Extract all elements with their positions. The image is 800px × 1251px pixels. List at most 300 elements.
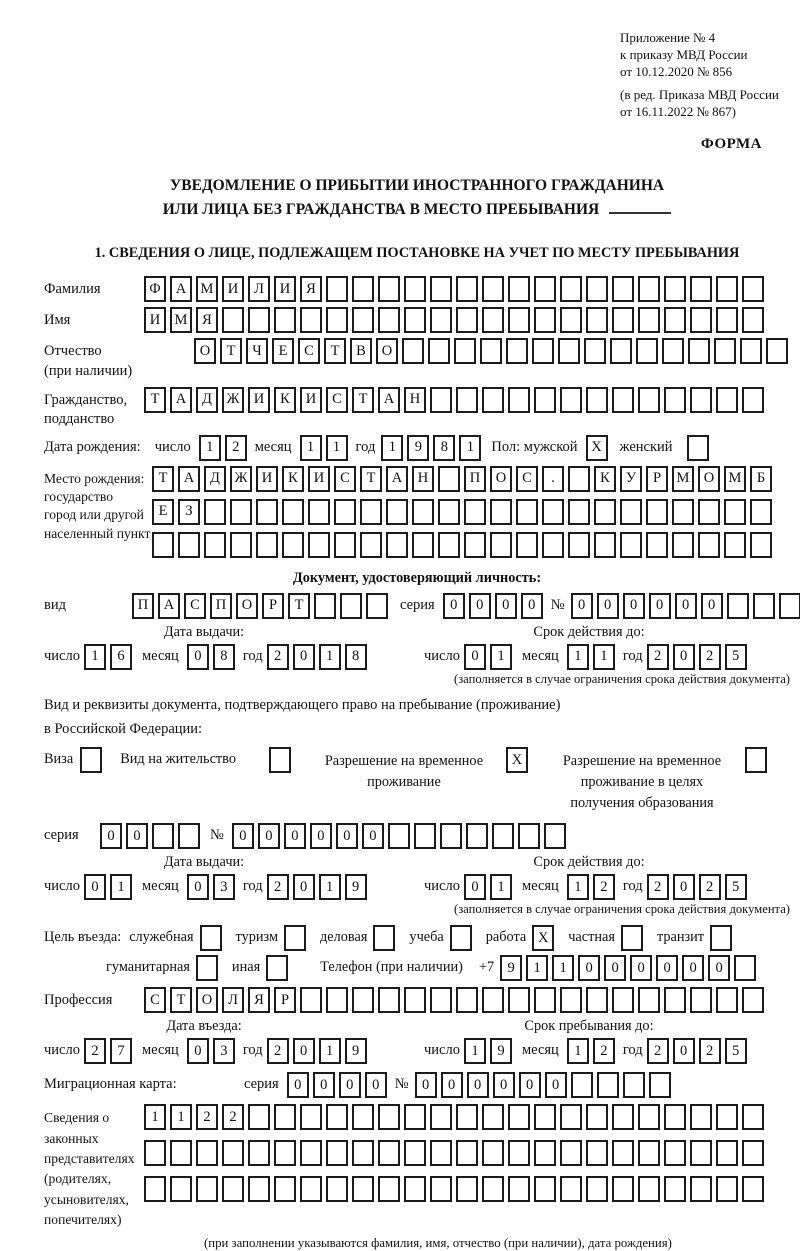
char-cell[interactable] bbox=[80, 747, 102, 773]
char-cell[interactable] bbox=[742, 1176, 764, 1202]
char-cell[interactable]: Л bbox=[248, 276, 270, 302]
char-cell[interactable] bbox=[698, 532, 720, 558]
char-cell[interactable] bbox=[430, 1140, 452, 1166]
char-cell[interactable]: 1 bbox=[319, 874, 341, 900]
char-cell[interactable]: О bbox=[196, 987, 218, 1013]
char-cell[interactable] bbox=[404, 1176, 426, 1202]
char-cell[interactable] bbox=[586, 276, 608, 302]
char-cell[interactable]: М bbox=[196, 276, 218, 302]
char-cell[interactable] bbox=[612, 276, 634, 302]
char-cell[interactable]: 1 bbox=[567, 1038, 589, 1064]
char-cell[interactable]: 0 bbox=[464, 874, 486, 900]
char-cell[interactable] bbox=[334, 499, 356, 525]
char-cell[interactable]: Т bbox=[288, 593, 310, 619]
char-cell[interactable] bbox=[649, 1072, 671, 1098]
char-cell[interactable] bbox=[664, 276, 686, 302]
char-cell[interactable] bbox=[690, 1140, 712, 1166]
char-cell[interactable] bbox=[492, 823, 514, 849]
char-cell[interactable]: 0 bbox=[495, 593, 517, 619]
char-cell[interactable] bbox=[690, 307, 712, 333]
char-cell[interactable] bbox=[454, 338, 476, 364]
char-cell[interactable] bbox=[386, 532, 408, 558]
char-cell[interactable]: 1 bbox=[319, 1038, 341, 1064]
char-cell[interactable]: Т bbox=[152, 466, 174, 492]
char-cell[interactable] bbox=[482, 1104, 504, 1130]
char-cell[interactable] bbox=[638, 1140, 660, 1166]
char-cell[interactable] bbox=[620, 499, 642, 525]
char-cell[interactable] bbox=[490, 532, 512, 558]
char-cell[interactable] bbox=[508, 307, 530, 333]
char-cell[interactable]: А bbox=[170, 276, 192, 302]
char-cell[interactable]: 8 bbox=[213, 644, 235, 670]
char-cell[interactable] bbox=[438, 466, 460, 492]
char-cell[interactable] bbox=[334, 532, 356, 558]
char-cell[interactable] bbox=[490, 499, 512, 525]
char-cell[interactable]: 9 bbox=[500, 955, 522, 981]
char-cell[interactable]: М bbox=[724, 466, 746, 492]
char-cell[interactable] bbox=[430, 1176, 452, 1202]
char-cell[interactable] bbox=[716, 387, 738, 413]
char-cell[interactable] bbox=[438, 499, 460, 525]
char-cell[interactable] bbox=[612, 1140, 634, 1166]
char-cell[interactable]: И bbox=[274, 276, 296, 302]
char-cell[interactable] bbox=[256, 532, 278, 558]
char-cell[interactable] bbox=[586, 1176, 608, 1202]
char-cell[interactable] bbox=[456, 1140, 478, 1166]
char-cell[interactable] bbox=[152, 823, 174, 849]
char-cell[interactable]: 1 bbox=[110, 874, 132, 900]
char-cell[interactable] bbox=[222, 307, 244, 333]
char-cell[interactable]: Б bbox=[750, 466, 772, 492]
char-cell[interactable] bbox=[742, 1104, 764, 1130]
char-cell[interactable]: 0 bbox=[310, 823, 332, 849]
char-cell[interactable]: 2 bbox=[222, 1104, 244, 1130]
char-cell[interactable] bbox=[638, 1176, 660, 1202]
char-cell[interactable] bbox=[750, 499, 772, 525]
char-cell[interactable]: 1 bbox=[381, 435, 403, 461]
char-cell[interactable]: 0 bbox=[287, 1072, 309, 1098]
char-cell[interactable] bbox=[144, 1176, 166, 1202]
char-cell[interactable] bbox=[170, 1140, 192, 1166]
char-cell[interactable] bbox=[482, 276, 504, 302]
char-cell[interactable] bbox=[779, 593, 800, 619]
char-cell[interactable] bbox=[326, 276, 348, 302]
char-cell[interactable]: 0 bbox=[293, 1038, 315, 1064]
char-cell[interactable]: 0 bbox=[232, 823, 254, 849]
char-cell[interactable]: С bbox=[516, 466, 538, 492]
char-cell[interactable] bbox=[404, 1104, 426, 1130]
char-cell[interactable] bbox=[204, 532, 226, 558]
char-cell[interactable] bbox=[352, 1140, 374, 1166]
char-cell[interactable]: А bbox=[158, 593, 180, 619]
char-cell[interactable] bbox=[612, 1176, 634, 1202]
char-cell[interactable]: Р bbox=[274, 987, 296, 1013]
char-cell[interactable] bbox=[724, 532, 746, 558]
char-cell[interactable] bbox=[269, 747, 291, 773]
char-cell[interactable]: 0 bbox=[293, 644, 315, 670]
char-cell[interactable] bbox=[568, 532, 590, 558]
char-cell[interactable] bbox=[690, 987, 712, 1013]
char-cell[interactable]: 9 bbox=[345, 874, 367, 900]
char-cell[interactable] bbox=[352, 987, 374, 1013]
char-cell[interactable] bbox=[542, 532, 564, 558]
char-cell[interactable] bbox=[662, 338, 684, 364]
char-cell[interactable] bbox=[560, 387, 582, 413]
char-cell[interactable]: П bbox=[210, 593, 232, 619]
char-cell[interactable]: К bbox=[274, 387, 296, 413]
char-cell[interactable] bbox=[544, 823, 566, 849]
char-cell[interactable] bbox=[404, 987, 426, 1013]
char-cell[interactable] bbox=[284, 925, 306, 951]
char-cell[interactable] bbox=[274, 1104, 296, 1130]
char-cell[interactable] bbox=[534, 1104, 556, 1130]
char-cell[interactable]: Я bbox=[248, 987, 270, 1013]
char-cell[interactable] bbox=[664, 1104, 686, 1130]
char-cell[interactable] bbox=[716, 987, 738, 1013]
char-cell[interactable] bbox=[464, 532, 486, 558]
char-cell[interactable] bbox=[716, 1176, 738, 1202]
char-cell[interactable]: 1 bbox=[300, 435, 322, 461]
char-cell[interactable]: И bbox=[308, 466, 330, 492]
char-cell[interactable] bbox=[664, 1176, 686, 1202]
char-cell[interactable]: 2 bbox=[267, 874, 289, 900]
char-cell[interactable] bbox=[610, 338, 632, 364]
char-cell[interactable]: 2 bbox=[593, 1038, 615, 1064]
char-cell[interactable]: 8 bbox=[345, 644, 367, 670]
char-cell[interactable]: Е bbox=[272, 338, 294, 364]
char-cell[interactable]: 0 bbox=[545, 1072, 567, 1098]
char-cell[interactable] bbox=[560, 276, 582, 302]
char-cell[interactable]: 1 bbox=[526, 955, 548, 981]
char-cell[interactable]: 0 bbox=[284, 823, 306, 849]
char-cell[interactable] bbox=[690, 387, 712, 413]
char-cell[interactable]: П bbox=[464, 466, 486, 492]
char-cell[interactable] bbox=[438, 532, 460, 558]
char-cell[interactable] bbox=[508, 987, 530, 1013]
char-cell[interactable]: 0 bbox=[336, 823, 358, 849]
char-cell[interactable]: Т bbox=[360, 466, 382, 492]
char-cell[interactable] bbox=[534, 1140, 556, 1166]
char-cell[interactable]: П bbox=[132, 593, 154, 619]
char-cell[interactable] bbox=[352, 307, 374, 333]
char-cell[interactable]: 1 bbox=[326, 435, 348, 461]
char-cell[interactable] bbox=[623, 1072, 645, 1098]
char-cell[interactable] bbox=[282, 499, 304, 525]
char-cell[interactable] bbox=[482, 387, 504, 413]
char-cell[interactable]: 0 bbox=[464, 644, 486, 670]
char-cell[interactable] bbox=[672, 532, 694, 558]
char-cell[interactable] bbox=[612, 307, 634, 333]
char-cell[interactable] bbox=[204, 499, 226, 525]
char-cell[interactable]: 5 bbox=[725, 874, 747, 900]
char-cell[interactable]: 0 bbox=[415, 1072, 437, 1098]
char-cell[interactable] bbox=[282, 532, 304, 558]
char-cell[interactable]: 2 bbox=[267, 1038, 289, 1064]
char-cell[interactable] bbox=[314, 593, 336, 619]
char-cell[interactable] bbox=[506, 338, 528, 364]
char-cell[interactable]: 0 bbox=[597, 593, 619, 619]
char-cell[interactable]: 1 bbox=[459, 435, 481, 461]
char-cell[interactable] bbox=[388, 823, 410, 849]
char-cell[interactable]: 0 bbox=[519, 1072, 541, 1098]
char-cell[interactable]: 5 bbox=[725, 644, 747, 670]
char-cell[interactable]: 0 bbox=[604, 955, 626, 981]
char-cell[interactable]: С bbox=[334, 466, 356, 492]
char-cell[interactable] bbox=[170, 1176, 192, 1202]
char-cell[interactable]: Т bbox=[352, 387, 374, 413]
char-cell[interactable] bbox=[586, 987, 608, 1013]
char-cell[interactable] bbox=[664, 987, 686, 1013]
char-cell[interactable]: 2 bbox=[647, 1038, 669, 1064]
char-cell[interactable] bbox=[248, 1176, 270, 1202]
char-cell[interactable]: 0 bbox=[469, 593, 491, 619]
char-cell[interactable] bbox=[196, 1176, 218, 1202]
char-cell[interactable]: 0 bbox=[673, 1038, 695, 1064]
char-cell[interactable]: И bbox=[256, 466, 278, 492]
char-cell[interactable] bbox=[636, 338, 658, 364]
char-cell[interactable] bbox=[222, 1140, 244, 1166]
char-cell[interactable] bbox=[508, 1104, 530, 1130]
char-cell[interactable]: И bbox=[222, 276, 244, 302]
char-cell[interactable]: Я bbox=[300, 276, 322, 302]
char-cell[interactable]: 0 bbox=[313, 1072, 335, 1098]
char-cell[interactable]: 0 bbox=[578, 955, 600, 981]
char-cell[interactable] bbox=[340, 593, 362, 619]
char-cell[interactable]: О bbox=[698, 466, 720, 492]
char-cell[interactable] bbox=[230, 499, 252, 525]
char-cell[interactable] bbox=[597, 1072, 619, 1098]
char-cell[interactable]: Н bbox=[412, 466, 434, 492]
char-cell[interactable]: 0 bbox=[571, 593, 593, 619]
char-cell[interactable]: 0 bbox=[365, 1072, 387, 1098]
char-cell[interactable] bbox=[714, 338, 736, 364]
char-cell[interactable] bbox=[482, 987, 504, 1013]
char-cell[interactable] bbox=[586, 307, 608, 333]
char-cell[interactable] bbox=[412, 499, 434, 525]
char-cell[interactable] bbox=[373, 925, 395, 951]
char-cell[interactable] bbox=[378, 276, 400, 302]
char-cell[interactable]: О bbox=[194, 338, 216, 364]
char-cell[interactable] bbox=[274, 307, 296, 333]
char-cell[interactable]: 1 bbox=[490, 644, 512, 670]
char-cell[interactable]: 0 bbox=[701, 593, 723, 619]
char-cell[interactable] bbox=[740, 338, 762, 364]
char-cell[interactable]: Р bbox=[262, 593, 284, 619]
char-cell[interactable] bbox=[534, 307, 556, 333]
char-cell[interactable]: 0 bbox=[521, 593, 543, 619]
char-cell[interactable]: 0 bbox=[673, 644, 695, 670]
char-cell[interactable] bbox=[560, 1140, 582, 1166]
char-cell[interactable]: 0 bbox=[630, 955, 652, 981]
char-cell[interactable]: 0 bbox=[187, 874, 209, 900]
char-cell[interactable] bbox=[690, 1104, 712, 1130]
char-cell[interactable]: С bbox=[144, 987, 166, 1013]
char-cell[interactable]: 7 bbox=[110, 1038, 132, 1064]
char-cell[interactable] bbox=[482, 307, 504, 333]
char-cell[interactable] bbox=[734, 955, 756, 981]
char-cell[interactable] bbox=[430, 987, 452, 1013]
char-cell[interactable] bbox=[266, 955, 288, 981]
char-cell[interactable] bbox=[766, 338, 788, 364]
char-cell[interactable]: Е bbox=[152, 499, 174, 525]
char-cell[interactable]: И bbox=[248, 387, 270, 413]
char-cell[interactable]: 1 bbox=[567, 874, 589, 900]
char-cell[interactable] bbox=[594, 499, 616, 525]
char-cell[interactable] bbox=[516, 532, 538, 558]
char-cell[interactable]: М bbox=[672, 466, 694, 492]
char-cell[interactable] bbox=[745, 747, 767, 773]
char-cell[interactable] bbox=[508, 1140, 530, 1166]
char-cell[interactable] bbox=[568, 499, 590, 525]
char-cell[interactable] bbox=[378, 987, 400, 1013]
char-cell[interactable] bbox=[300, 1104, 322, 1130]
char-cell[interactable]: 1 bbox=[170, 1104, 192, 1130]
char-cell[interactable]: 0 bbox=[187, 1038, 209, 1064]
char-cell[interactable] bbox=[532, 338, 554, 364]
char-cell[interactable]: К bbox=[282, 466, 304, 492]
char-cell[interactable] bbox=[690, 1176, 712, 1202]
char-cell[interactable] bbox=[646, 532, 668, 558]
char-cell[interactable]: С bbox=[184, 593, 206, 619]
char-cell[interactable]: Т bbox=[170, 987, 192, 1013]
char-cell[interactable]: 0 bbox=[675, 593, 697, 619]
char-cell[interactable] bbox=[248, 1104, 270, 1130]
char-cell[interactable] bbox=[466, 823, 488, 849]
char-cell[interactable]: 9 bbox=[490, 1038, 512, 1064]
char-cell[interactable] bbox=[638, 387, 660, 413]
char-cell[interactable]: 1 bbox=[144, 1104, 166, 1130]
char-cell[interactable] bbox=[402, 338, 424, 364]
char-cell[interactable] bbox=[646, 499, 668, 525]
char-cell[interactable] bbox=[716, 1140, 738, 1166]
char-cell[interactable] bbox=[750, 532, 772, 558]
char-cell[interactable]: 0 bbox=[708, 955, 730, 981]
char-cell[interactable] bbox=[516, 499, 538, 525]
char-cell[interactable]: 0 bbox=[258, 823, 280, 849]
char-cell[interactable] bbox=[300, 307, 322, 333]
char-cell[interactable] bbox=[664, 1140, 686, 1166]
char-cell[interactable]: О bbox=[490, 466, 512, 492]
char-cell[interactable] bbox=[534, 387, 556, 413]
char-cell[interactable]: 2 bbox=[647, 644, 669, 670]
char-cell[interactable]: 0 bbox=[100, 823, 122, 849]
char-cell[interactable]: 0 bbox=[362, 823, 384, 849]
char-cell[interactable]: 5 bbox=[725, 1038, 747, 1064]
char-cell[interactable]: 2 bbox=[699, 1038, 721, 1064]
char-cell[interactable] bbox=[664, 387, 686, 413]
char-cell[interactable] bbox=[716, 276, 738, 302]
char-cell[interactable] bbox=[638, 1104, 660, 1130]
char-cell[interactable]: Ж bbox=[222, 387, 244, 413]
char-cell[interactable] bbox=[366, 593, 388, 619]
char-cell[interactable]: 2 bbox=[647, 874, 669, 900]
char-cell[interactable] bbox=[508, 387, 530, 413]
char-cell[interactable] bbox=[196, 1140, 218, 1166]
char-cell[interactable]: 0 bbox=[656, 955, 678, 981]
char-cell[interactable] bbox=[308, 532, 330, 558]
char-cell[interactable]: 0 bbox=[493, 1072, 515, 1098]
char-cell[interactable]: 1 bbox=[593, 644, 615, 670]
char-cell[interactable]: 0 bbox=[443, 593, 465, 619]
char-cell[interactable] bbox=[698, 499, 720, 525]
char-cell[interactable]: 9 bbox=[407, 435, 429, 461]
char-cell[interactable] bbox=[456, 307, 478, 333]
char-cell[interactable]: 1 bbox=[199, 435, 221, 461]
char-cell[interactable]: У bbox=[620, 466, 642, 492]
char-cell[interactable] bbox=[664, 307, 686, 333]
char-cell[interactable]: 2 bbox=[699, 874, 721, 900]
char-cell[interactable] bbox=[690, 276, 712, 302]
char-cell[interactable] bbox=[430, 276, 452, 302]
char-cell[interactable] bbox=[456, 276, 478, 302]
char-cell[interactable] bbox=[308, 499, 330, 525]
char-cell[interactable]: М bbox=[170, 307, 192, 333]
char-cell[interactable] bbox=[326, 1176, 348, 1202]
char-cell[interactable]: 1 bbox=[84, 644, 106, 670]
char-cell[interactable] bbox=[300, 1140, 322, 1166]
char-cell[interactable]: 0 bbox=[682, 955, 704, 981]
char-cell[interactable]: 1 bbox=[567, 644, 589, 670]
char-cell[interactable]: С bbox=[326, 387, 348, 413]
char-cell[interactable] bbox=[386, 499, 408, 525]
char-cell[interactable] bbox=[352, 1176, 374, 1202]
char-cell[interactable] bbox=[414, 823, 436, 849]
char-cell[interactable] bbox=[430, 1104, 452, 1130]
char-cell[interactable]: X bbox=[532, 925, 554, 951]
char-cell[interactable] bbox=[560, 1176, 582, 1202]
char-cell[interactable] bbox=[456, 387, 478, 413]
char-cell[interactable] bbox=[178, 532, 200, 558]
char-cell[interactable] bbox=[300, 1176, 322, 1202]
char-cell[interactable]: . bbox=[542, 466, 564, 492]
char-cell[interactable] bbox=[584, 338, 606, 364]
char-cell[interactable] bbox=[152, 532, 174, 558]
char-cell[interactable] bbox=[428, 338, 450, 364]
char-cell[interactable] bbox=[727, 593, 749, 619]
char-cell[interactable]: К bbox=[594, 466, 616, 492]
char-cell[interactable] bbox=[412, 532, 434, 558]
char-cell[interactable] bbox=[464, 499, 486, 525]
char-cell[interactable] bbox=[456, 1176, 478, 1202]
char-cell[interactable]: 3 bbox=[213, 874, 235, 900]
char-cell[interactable] bbox=[560, 1104, 582, 1130]
char-cell[interactable]: 0 bbox=[84, 874, 106, 900]
char-cell[interactable]: 6 bbox=[110, 644, 132, 670]
char-cell[interactable]: 2 bbox=[267, 644, 289, 670]
char-cell[interactable]: 2 bbox=[593, 874, 615, 900]
char-cell[interactable] bbox=[534, 987, 556, 1013]
char-cell[interactable] bbox=[742, 1140, 764, 1166]
char-cell[interactable]: Т bbox=[324, 338, 346, 364]
char-cell[interactable]: 2 bbox=[84, 1038, 106, 1064]
char-cell[interactable]: X bbox=[586, 435, 608, 461]
char-cell[interactable]: 0 bbox=[623, 593, 645, 619]
char-cell[interactable]: 3 bbox=[213, 1038, 235, 1064]
char-cell[interactable]: X bbox=[506, 747, 528, 773]
char-cell[interactable]: И bbox=[300, 387, 322, 413]
char-cell[interactable]: 0 bbox=[441, 1072, 463, 1098]
char-cell[interactable] bbox=[638, 276, 660, 302]
char-cell[interactable] bbox=[620, 532, 642, 558]
char-cell[interactable] bbox=[724, 499, 746, 525]
char-cell[interactable]: И bbox=[144, 307, 166, 333]
char-cell[interactable]: 1 bbox=[319, 644, 341, 670]
char-cell[interactable]: С bbox=[298, 338, 320, 364]
char-cell[interactable]: Т bbox=[220, 338, 242, 364]
char-cell[interactable]: В bbox=[350, 338, 372, 364]
char-cell[interactable] bbox=[326, 1104, 348, 1130]
char-cell[interactable]: Ф bbox=[144, 276, 166, 302]
